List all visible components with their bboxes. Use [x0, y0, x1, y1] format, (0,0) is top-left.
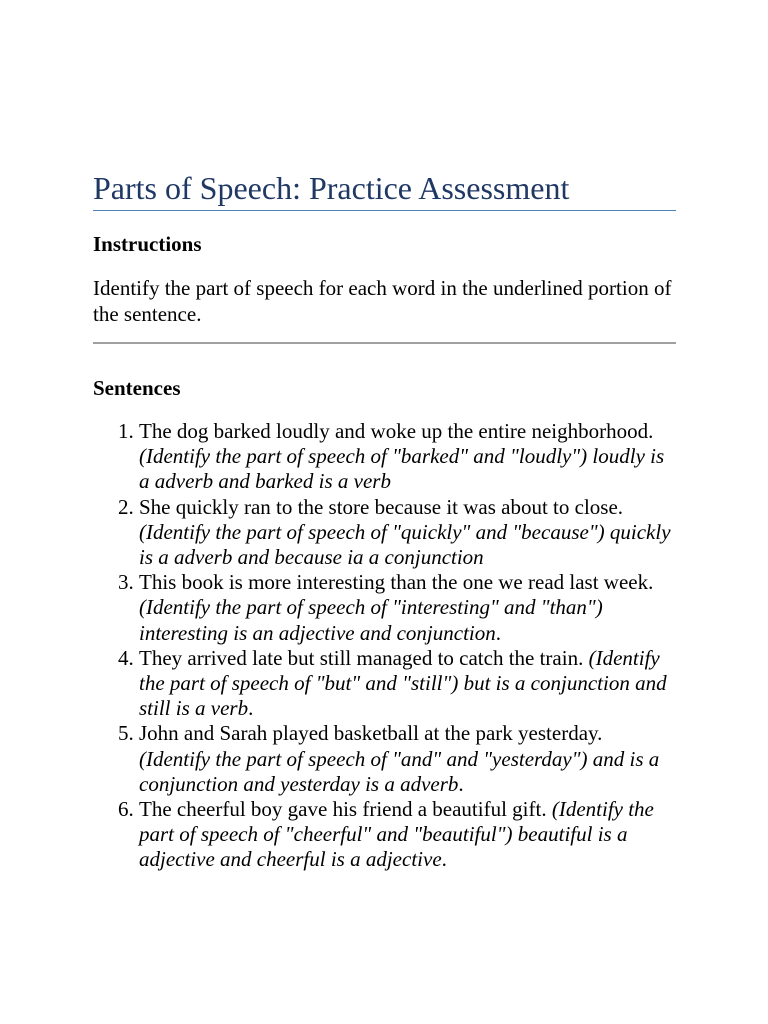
sentence-text: This book is more interesting than the one we read last week. — [139, 570, 654, 595]
sentence-prompt: (Identify the part of speech of "barked" and "loudly") loudly is a adverb and barked is a verb — [139, 444, 665, 494]
sentence-text: The cheerful boy gave his friend a beautiful gift. — [139, 797, 547, 822]
list-item — [139, 721, 676, 797]
list-item — [139, 797, 676, 873]
sentence-prompt: (Identify the part of speech of "cheerful" and "beautiful") beautiful is a adjective and cheerful is a adjective — [139, 797, 654, 872]
sentence-tail: . — [495, 620, 501, 645]
section-divider — [93, 342, 676, 344]
instructions-heading: Instructions — [93, 232, 202, 256]
list-item — [139, 570, 676, 646]
sentence-prompt: (Identify the part of speech of "and" and "yesterday") and is a conjunction and yesterday is a adverb — [139, 746, 660, 796]
list-item — [139, 419, 676, 495]
sentence-prompt: (Identify the part of speech of "but" and "still") but is a conjunction and still is a verb — [139, 645, 667, 721]
list-item — [139, 646, 676, 722]
sentence-prompt: (Identify the part of speech of "interesting" and "than") interesting is an adjective and conjunction — [139, 595, 603, 645]
sentence-tail: . — [248, 696, 254, 721]
sentence-prompt: (Identify the part of speech of "quickly" and "because") quickly is a adverb and because ia a conjunction — [139, 519, 671, 570]
sentences-heading: Sentences — [93, 376, 181, 400]
sentence-text: She quickly ran to the store because it was about to close. — [139, 494, 624, 519]
sentence-text: They arrived late but still managed to catch the train. — [139, 645, 584, 670]
instructions-text: Identify the part of speech for each word in the underlined portion of the sentence. — [93, 276, 672, 326]
sentence-tail: . — [458, 771, 464, 796]
document-content — [93, 168, 676, 873]
page-title: Parts of Speech: Practice Assessment — [93, 168, 676, 211]
sentences-list — [93, 419, 676, 873]
sentence-tail: . — [441, 847, 447, 872]
sentence-text: The dog barked loudly and woke up the entire neighborhood. — [139, 419, 654, 443]
list-item — [139, 495, 676, 571]
sentence-text: John and Sarah played basketball at the park yesterday. — [139, 721, 603, 746]
